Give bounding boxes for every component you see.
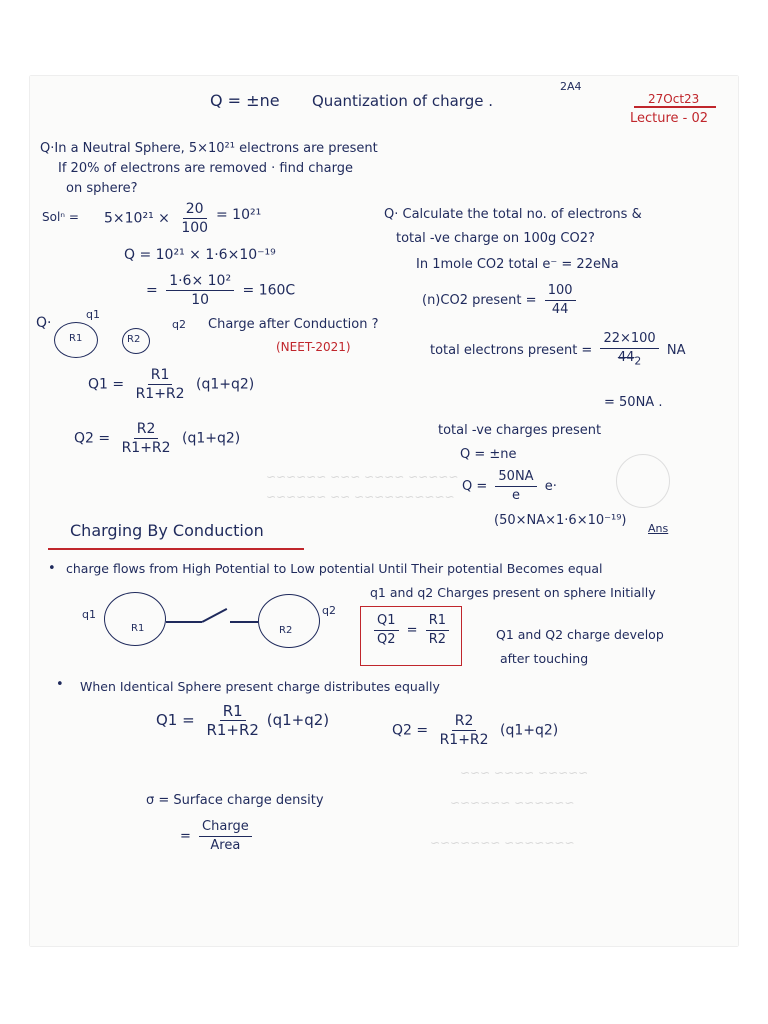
heading-underline <box>48 548 304 550</box>
header-formula: Q = ±ne <box>210 91 280 110</box>
conduction-sphere-2: R2 <box>258 594 320 648</box>
bleed-through-2: ~~~~~~~~~~ ~~ ~~~~~~ <box>266 490 455 504</box>
bleed-through-3: ~~~~~ ~~~~ ~~~ <box>460 766 589 780</box>
sol-result: = 10²¹ <box>216 207 262 223</box>
wire-right <box>230 621 258 623</box>
bleed-through-5: ~~~~~~~ ~~~~~~~ <box>430 836 575 850</box>
switch <box>202 608 227 622</box>
notebook-page <box>30 76 738 946</box>
formula-q2: Q2 = $\frac{R2}{R1+R2}$ (q1+q2) <box>392 713 559 748</box>
q1-charge-eq: Q = 10²¹ × 1·6×10⁻¹⁹ <box>124 247 276 263</box>
sigma-definition: σ = Surface charge density <box>146 793 324 808</box>
conduction-bullet2: When Identical Sphere present charge distributes equally <box>80 679 440 694</box>
header-lecture: Lecture - 02 <box>630 111 709 126</box>
q2-line7: total -ve charges present <box>438 423 602 438</box>
sigma-expression: = $\frac{\text{Charge}}{\text{Area}}$ <box>180 818 256 855</box>
sol-label: Solⁿ = <box>42 210 79 224</box>
sol-fraction: $\frac{20}{100}$ <box>181 201 209 236</box>
conduction-note2a: Q1 and Q2 charge develop <box>496 627 664 642</box>
bleed-through-1: ~~~~~ ~~~~ ~~~ ~~~~~~ <box>266 470 459 484</box>
q2-line6: = 50NA . <box>604 395 663 410</box>
formula-q1: Q1 = $\frac{R1}{R1+R2}$ (q1+q2) <box>156 702 330 739</box>
q2-line4: (n)CO2 present = $\frac{100}{44}$ <box>422 282 580 319</box>
q2-line5: total electrons present = $\frac{22\times 100}{44_2}$ NA <box>430 331 686 368</box>
q1-line1: Q·In a Neutral Sphere, 5×10²¹ electrons are present <box>40 141 378 156</box>
ratio-expression: $\frac{Q1}{Q2}$ = $\frac{R1}{R2}$ <box>370 612 453 649</box>
header-title: Quantization of charge . <box>312 92 493 110</box>
conduction-note2b: after touching <box>500 651 589 666</box>
q3-sphere-1: R1 <box>54 322 98 358</box>
wire-left <box>166 621 202 623</box>
conduction-q1: q1 <box>82 608 96 621</box>
sol-expression: 5×10²¹ × $\frac{20}{100}$ <box>104 200 215 237</box>
conduction-q2: q2 <box>322 604 336 617</box>
q2-line9: Q = $\frac{50NA}{e}$ e· <box>462 469 557 503</box>
q3-q1-label: q1 <box>86 308 100 321</box>
q3-eq1: Q1 = $\frac{R1}{R1+R2}$ (q1+q2) <box>88 367 255 402</box>
header-date: 27Oct23 <box>648 92 700 106</box>
q1-step: = $\frac{\text{1·6× 10²}}{10}$ = 160C <box>146 273 296 308</box>
bleed-through-circle <box>616 454 670 508</box>
q2-line10: (50×NA×1·6×10⁻¹⁹) <box>494 513 627 528</box>
bullet-dot-1: • <box>48 561 56 576</box>
q3-q2-label: q2 <box>172 318 186 331</box>
page-mark: 2A4 <box>560 80 582 93</box>
conduction-heading: Charging By Conduction <box>70 521 264 540</box>
conduction-bullet1: charge flows from High Potential to Low potential Until Their potential Becomes equal <box>66 561 603 576</box>
q3-eq2: Q2 = $\frac{R2}{R1+R2}$ (q1+q2) <box>74 421 241 456</box>
q3-question: Charge after Conduction ? <box>208 317 379 332</box>
q2-answer: Ans <box>648 522 669 535</box>
q2-line1: Q· Calculate the total no. of electrons & <box>384 207 642 222</box>
q3-sphere-2: R2 <box>122 328 150 354</box>
q3-neet-tag: (NEET-2021) <box>276 340 351 354</box>
q3-label: Q· <box>36 315 52 331</box>
conduction-note1: q1 and q2 Charges present on sphere Initially <box>370 585 656 600</box>
bleed-through-4: ~~~~~~ ~~~~~~ <box>450 796 575 810</box>
bullet-dot-2: • <box>56 677 64 692</box>
q1-line3: on sphere? <box>66 181 138 196</box>
date-underline <box>634 106 716 108</box>
q1-line2: If 20% of electrons are removed · find charge <box>58 161 353 176</box>
q2-line2: total -ve charge on 100g CO2? <box>396 231 595 246</box>
q2-line3: In 1mole CO2 total e⁻ = 22eNa <box>416 257 619 272</box>
conduction-sphere-1: R1 <box>104 592 166 646</box>
q2-line8: Q = ±ne <box>460 447 517 462</box>
